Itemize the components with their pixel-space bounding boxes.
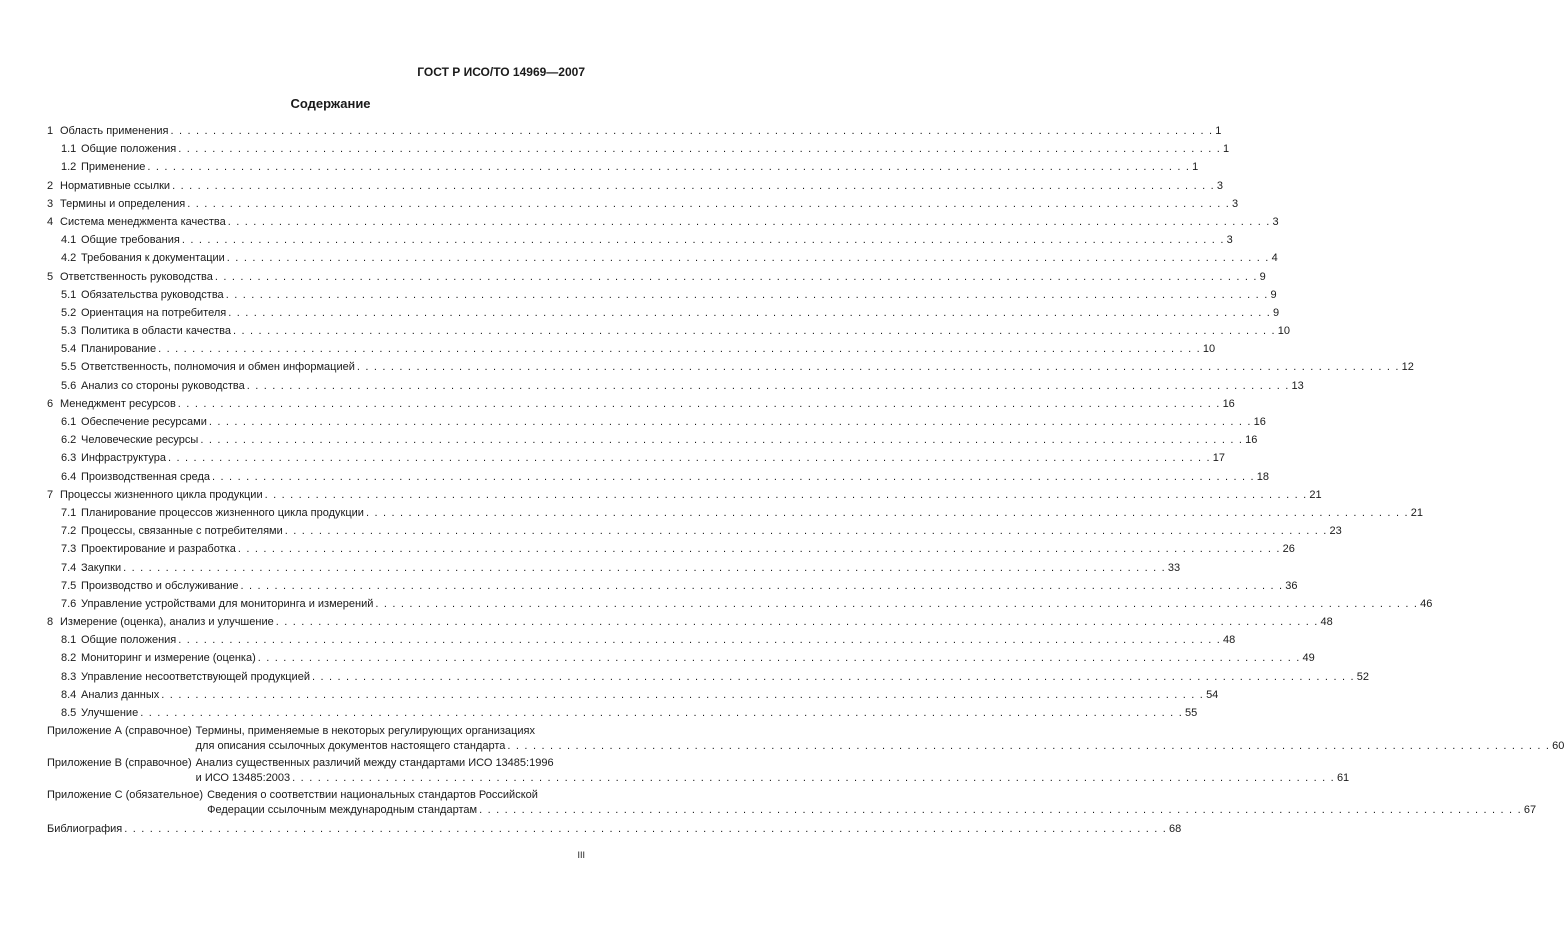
toc-entry-page-number: 33 (1167, 561, 1181, 574)
toc-entry-label: Анализ данных (81, 688, 160, 701)
dot-leader (123, 559, 1166, 577)
dot-leader (158, 340, 1201, 358)
toc-entry-page-number: 49 (1302, 652, 1315, 665)
appendix-page-number: 61 (1336, 771, 1350, 784)
toc-entry-number: 7.6 (61, 597, 77, 610)
toc-entries (47, 122, 1433, 722)
bibliography-page-number: 68 (1169, 823, 1182, 836)
dot-leader (212, 468, 1255, 486)
toc-entry-label: Политика в области качества (81, 325, 232, 338)
toc-entry-number: 7.3 (61, 543, 77, 556)
dot-leader (161, 686, 1204, 704)
toc-entry-page-number: 54 (1206, 688, 1219, 701)
toc-entry-label: Применение (81, 161, 146, 174)
dot-leader (187, 195, 1230, 213)
toc-entry-number: 5.2 (61, 306, 77, 319)
dot-leader (227, 249, 1270, 267)
toc-entry-label: Управление устройствами для мониторинга и измерений (81, 597, 374, 610)
dot-leader (479, 803, 1522, 818)
dot-leader (241, 577, 1284, 595)
toc-entry[interactable] (47, 122, 1222, 140)
toc-entry-label: Общие требования (81, 234, 180, 247)
toc-entry-page-number: 12 (1401, 361, 1414, 374)
appendix-heading: Приложение В (справочное) (47, 757, 192, 770)
toc-entry-page-number: 9 (1270, 288, 1277, 301)
dot-leader (215, 268, 1258, 286)
dot-leader (178, 631, 1221, 649)
appendix-title-line1: Сведения о соответствии национальных стандартов Российской (207, 789, 538, 802)
toc-entry-number: 5.1 (61, 288, 77, 301)
toc-entry[interactable] (47, 704, 1198, 722)
toc-entry[interactable] (47, 577, 1298, 595)
toc-entry-page-number: 21 (1309, 488, 1322, 501)
toc-entry-number: 6.3 (61, 452, 77, 465)
toc-entry[interactable] (47, 449, 1226, 467)
toc-entry-number: 7.1 (61, 506, 77, 519)
toc-entry[interactable] (47, 431, 1258, 449)
toc-entry[interactable] (47, 686, 1219, 704)
toc-entry-number: 8.4 (61, 688, 77, 701)
appendix-title-line1: Термины, применяемые в некоторых регулирующих организациях (195, 725, 535, 738)
dot-leader (171, 122, 1214, 140)
appendix-title-line2: для описания ссылочных документов настоящего стандарта (195, 739, 506, 752)
toc-entry-number: 4.2 (61, 252, 77, 265)
toc-entry-label: Производственная среда (81, 470, 211, 483)
toc-entry-page-number: 17 (1212, 452, 1226, 465)
toc-entry[interactable] (47, 249, 1278, 267)
appendix-title-line2: и ИСО 13485:2003 (195, 771, 291, 784)
toc-entry-page-number: 16 (1222, 397, 1235, 410)
appendix-heading: Приложение А (справочное) (47, 725, 192, 738)
toc-entry[interactable] (47, 613, 1333, 631)
toc-entry-page-number: 18 (1256, 470, 1270, 483)
toc-appendix-c[interactable] (47, 788, 1537, 817)
toc-entry-page-number: 16 (1253, 416, 1266, 428)
toc-entry[interactable] (47, 213, 1279, 231)
appendix-page-number: 60 (1552, 739, 1564, 752)
toc-entry[interactable] (47, 340, 1216, 358)
toc-entry[interactable] (47, 286, 1277, 304)
toc-entry-label: Система менеджмента качества (60, 215, 226, 228)
dot-leader (265, 486, 1308, 504)
toc-entry[interactable] (47, 486, 1322, 504)
toc-entry-number: 6.4 (61, 470, 77, 483)
toc-bibliography[interactable] (47, 820, 1182, 838)
toc-entry[interactable] (47, 631, 1236, 649)
toc-entry-number: 7.4 (61, 561, 77, 574)
toc-entry[interactable] (47, 595, 1433, 613)
dot-leader (276, 613, 1319, 631)
dot-leader (247, 377, 1290, 395)
toc-entry-number: 8 (47, 616, 54, 629)
toc-entry-label: Ориентация на потребителя (81, 306, 227, 319)
toc-entry-number: 5.6 (61, 379, 77, 392)
toc-entry[interactable] (47, 231, 1233, 249)
toc-entry[interactable] (47, 322, 1291, 340)
toc-entry-label: Ответственность руководства (60, 270, 213, 283)
toc-entry-label: Общие положения (81, 634, 177, 647)
dot-leader (366, 504, 1409, 522)
dot-leader (233, 322, 1276, 340)
toc-entry-page-number: 13 (1291, 379, 1304, 392)
toc-entry[interactable] (47, 177, 1223, 195)
toc-entry-page-number: 52 (1356, 670, 1369, 683)
toc-entry-label: Проектирование и разработка (81, 543, 236, 556)
toc-entry-label: Мониторинг и измерение (оценка) (81, 652, 256, 665)
toc-entry-number: 1.1 (61, 143, 77, 156)
toc-entry-page-number: 46 (1420, 597, 1433, 610)
toc-entry-number: 1.2 (61, 161, 77, 174)
toc-entry-label: Человеческие ресурсы (81, 434, 199, 447)
toc-entry-page-number: 48 (1223, 634, 1236, 647)
toc-entry[interactable] (47, 649, 1315, 667)
toc-entry-label: Улучшение (81, 707, 139, 719)
dot-leader (292, 771, 1335, 786)
toc-entry-label: Обязательства руководства (81, 288, 224, 301)
dot-leader (182, 231, 1225, 249)
toc-entry-page-number: 10 (1277, 325, 1291, 338)
toc-entry-label: Планирование процессов жизненного цикла продукции (81, 506, 364, 519)
page-title: Содержание (290, 96, 371, 111)
toc-entry[interactable] (47, 195, 1239, 213)
dot-leader (357, 358, 1400, 376)
toc-entry-page-number: 26 (1282, 543, 1295, 556)
toc-entry-page-number: 1 (1215, 125, 1222, 137)
toc-entry[interactable] (47, 559, 1181, 577)
toc-entry-page-number: 10 (1202, 343, 1216, 356)
dot-leader (200, 431, 1243, 449)
dot-leader (178, 395, 1221, 413)
toc-entry-number: 6 (47, 397, 54, 410)
toc-entry[interactable] (47, 540, 1295, 558)
dot-leader (178, 140, 1221, 158)
toc-entry-page-number: 55 (1184, 707, 1198, 719)
toc-entry-number: 7 (47, 488, 54, 501)
toc-entry[interactable] (47, 413, 1266, 431)
toc-entry-label: Обеспечение ресурсами (81, 416, 207, 428)
dot-leader (507, 739, 1550, 754)
dot-leader (228, 304, 1271, 322)
toc-entry[interactable] (47, 268, 1266, 286)
toc-entry-label: Измерение (оценка), анализ и улучшение (60, 616, 274, 629)
toc-entry-page-number: 23 (1329, 525, 1342, 538)
appendix-page-number: 67 (1523, 803, 1537, 816)
toc-entry-number: 3 (47, 197, 54, 210)
toc-entry-number: 5.5 (61, 361, 77, 374)
dot-leader (238, 540, 1281, 558)
toc-entry-number: 4 (47, 215, 54, 228)
toc-entry-number: 8.3 (61, 670, 77, 683)
toc-entry-page-number: 9 (1259, 270, 1266, 283)
toc-entry-number: 6.1 (61, 416, 77, 428)
toc-entry[interactable] (47, 377, 1304, 395)
appendix-title-line1: Анализ существенных различий между стандартами ИСО 13485:1996 (195, 757, 554, 770)
toc-entry-label: Нормативные ссылки (60, 179, 171, 192)
toc-entry-label: Анализ со стороны руководства (81, 379, 245, 392)
dot-leader (168, 449, 1211, 467)
toc-entry-number: 8.1 (61, 634, 77, 647)
toc-entry-page-number: 4 (1271, 252, 1278, 265)
toc-entry-page-number: 3 (1226, 234, 1233, 247)
toc-entry-label: Процессы жизненного цикла продукции (60, 488, 263, 501)
toc-entry-label: Производство и обслуживание (81, 579, 239, 592)
toc-entry-number: 2 (47, 179, 54, 192)
toc-entry-number: 8.5 (61, 707, 77, 719)
toc-entry-number: 1 (47, 125, 54, 137)
toc-entry-page-number: 1 (1223, 143, 1230, 156)
toc-entry-label: Процессы, связанные с потребителями (81, 525, 283, 538)
toc-entry[interactable] (47, 158, 1199, 176)
toc-entry-page-number: 3 (1272, 215, 1279, 228)
dot-leader (258, 649, 1301, 667)
dot-leader (312, 668, 1355, 686)
toc-entry-label: Менеджмент ресурсов (60, 397, 176, 410)
standard-identifier: ГОСТ Р ИСО/ТО 14969—2007 (417, 65, 585, 79)
toc-entry-number: 7.2 (61, 525, 77, 538)
toc-entry-label: Ответственность, полномочия и обмен информацией (81, 361, 355, 374)
appendix-heading: Приложение С (обязательное) (47, 789, 204, 802)
dot-leader (140, 704, 1183, 722)
dot-leader (228, 213, 1271, 231)
appendix-title-line2: Федерации ссылочным международным стандартам (207, 803, 478, 816)
toc-entry[interactable] (47, 504, 1423, 522)
toc-entry-page-number: 1 (1192, 161, 1199, 174)
toc-appendix-b[interactable] (47, 756, 1350, 785)
toc-entry-number: 5.3 (61, 325, 77, 338)
toc-appendix-a[interactable] (47, 724, 1564, 753)
toc-entry[interactable] (47, 668, 1369, 686)
toc-entry[interactable] (47, 395, 1235, 413)
toc-entry-label: Инфраструктура (81, 452, 167, 465)
toc-entry[interactable] (47, 140, 1230, 158)
toc-entry-number: 4.1 (61, 234, 77, 247)
toc-entry[interactable] (47, 358, 1414, 376)
toc-entry-number: 5 (47, 270, 54, 283)
toc-entry-label: Закупки (81, 561, 122, 574)
dot-leader (209, 413, 1252, 431)
toc-entry-page-number: 21 (1410, 506, 1423, 519)
toc-entry-page-number: 9 (1272, 306, 1280, 319)
page-number-roman: III (577, 850, 585, 860)
toc-entry-page-number: 36 (1285, 579, 1298, 592)
bibliography-label: Библиография (47, 823, 123, 836)
toc-entry-page-number: 48 (1320, 616, 1333, 629)
toc-entry-page-number: 3 (1232, 197, 1239, 210)
toc-entry-number: 8.2 (61, 652, 77, 665)
dot-leader (147, 158, 1190, 176)
toc-entry-label: Планирование (81, 343, 157, 356)
toc-entry[interactable] (47, 522, 1342, 540)
toc-entry-label: Область применения (60, 125, 169, 137)
toc-entry-page-number: 3 (1216, 179, 1223, 192)
dot-leader (226, 286, 1269, 304)
toc-entry-page-number: 16 (1245, 434, 1258, 447)
dot-leader (285, 522, 1328, 540)
dot-leader (172, 177, 1215, 195)
toc-entry[interactable] (47, 468, 1270, 486)
toc-entry[interactable] (47, 304, 1280, 322)
toc-entry-label: Управление несоответствующей продукцией (81, 670, 310, 683)
toc-entry-number: 6.2 (61, 434, 77, 447)
toc-entry-number: 5.4 (61, 343, 77, 356)
toc-entry-number: 7.5 (61, 579, 77, 592)
toc-entry-label: Общие положения (81, 143, 177, 156)
toc-entry-label: Требования к документации (81, 252, 225, 265)
dot-leader (124, 820, 1167, 838)
dot-leader (375, 595, 1418, 613)
table-of-contents (47, 122, 1564, 838)
toc-entry-label: Термины и определения (60, 197, 186, 210)
